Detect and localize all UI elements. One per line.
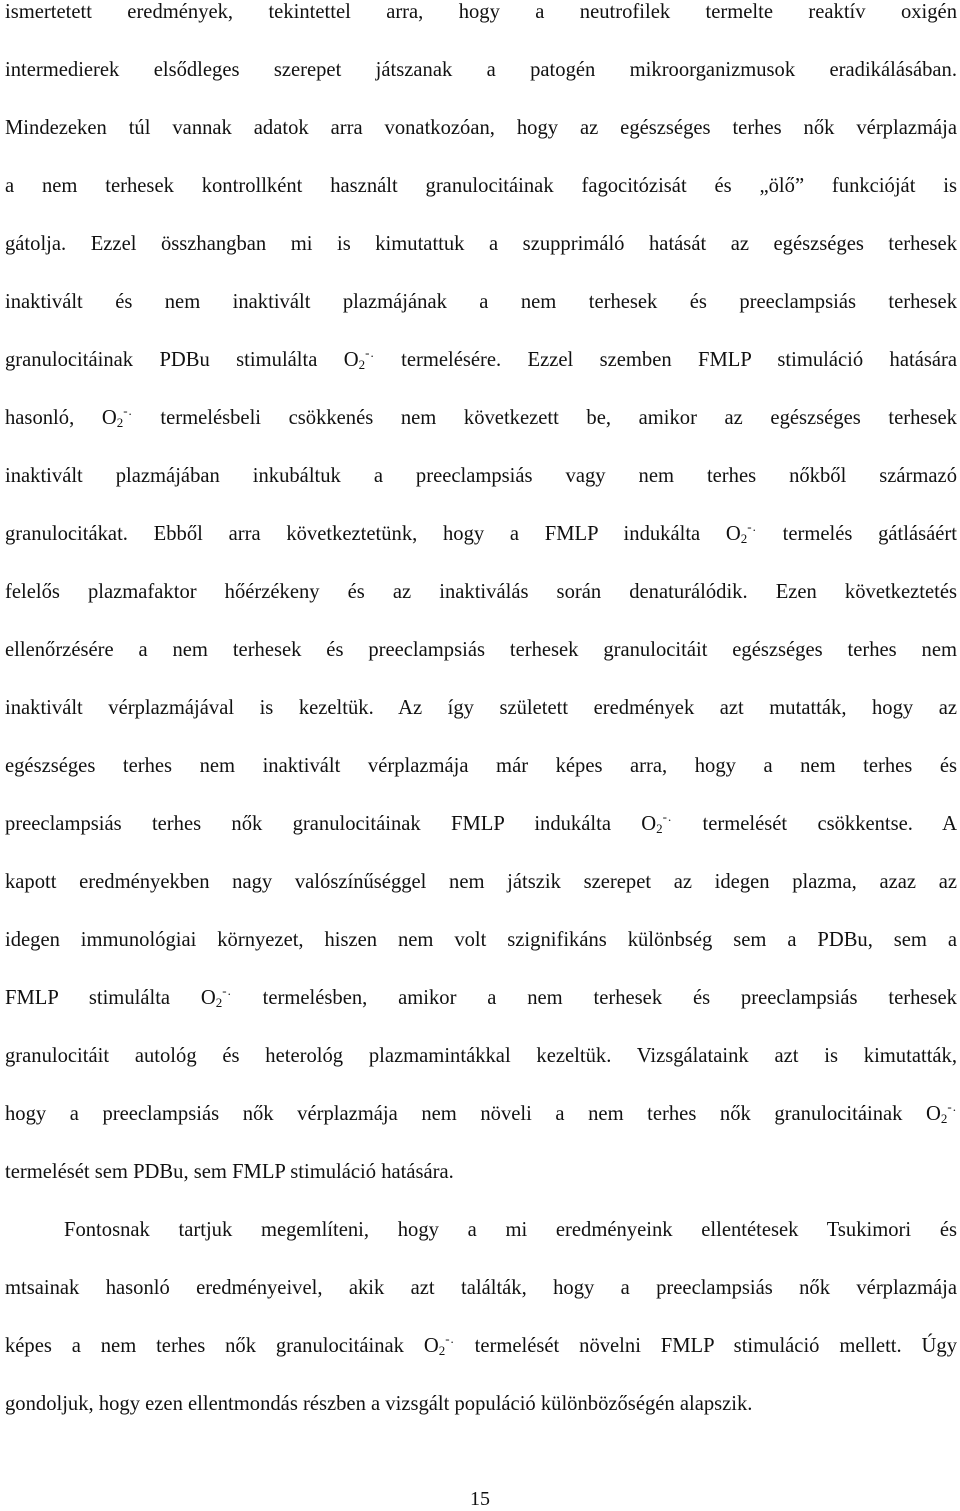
text-line [5,809,957,870]
text-segment: inaktivált vérplazmájával is kezeltük. Az így született eredmények azt mutatták, hogy az [5,697,957,719]
text-line [5,519,958,580]
text-segment: termelésben, amikor a nem terhesek és preeclampsiás terhesek [231,987,957,1009]
superoxide-formula [200,983,232,1010]
text-line [5,1218,957,1276]
text-line [5,116,957,174]
formula-symbol: O [200,987,216,1009]
text-line [5,174,957,232]
superoxide-formula [926,1099,957,1126]
superoxide-formula [641,809,673,836]
text-line [5,754,957,812]
text-segment: inaktivált plazmájában inkubáltuk a preeclampsiás vagy nem terhes nőkből származó [5,465,957,487]
text-segment: hasonló, [5,407,102,429]
text-segment: ismertetett eredmények, tekintettel arra, hogy a neutrofilek termelte reaktív oxigén [5,1,957,23]
text-segment: idegen immunológiai környezet, hiszen nem volt szignifikáns különbség sem a PDBu, sem a [5,929,957,951]
formula-subscript: 2 [740,531,748,546]
superoxide-formula [423,1331,455,1358]
text-line [5,580,957,638]
superoxide-formula [101,403,133,430]
text-line [5,983,957,1044]
text-segment: felelős plazmafaktor hőérzékeny és az inaktiválás során denaturálódik. Ezen következtetés [5,581,957,603]
text-segment: gátolja. Ezzel összhangban mi is kimutattuk a szupprimáló hatását az egészséges terhesek [5,233,957,255]
text-line [5,1331,957,1392]
formula-subscript: 2 [116,415,124,430]
formula-symbol: O [343,349,359,371]
formula-superscript: -. [445,1331,455,1346]
formula-symbol: O [641,813,657,835]
text-segment: intermedierek elsődleges szerepet játszanak a patogén mikroorganizmusok eradikálásában. [5,59,957,81]
text-line [5,0,957,58]
superoxide-formula [343,345,375,372]
text-line [5,464,957,522]
text-segment: képes a nem terhes nők granulocitáinak [5,1335,424,1357]
formula-superscript: -. [123,403,133,418]
formula-superscript: -. [365,345,375,360]
text-segment: termelését csökkentse. A [672,813,957,835]
text-line [5,1099,957,1160]
text-line [5,1392,957,1450]
text-segment: granulocitáit autológ és heterológ plazmamintákkal kezeltük. Vizsgálataink azt is kimutatták, [5,1045,957,1067]
text-line [5,345,957,406]
text-segment: inaktivált és nem inaktivált plazmájának a nem terhesek és preeclampsiás terhesek [5,291,957,313]
text-segment: termelésére. Ezzel szemben FMLP stimuláció hatására [374,349,957,371]
text-line [5,696,957,754]
text-segment: preeclampsiás terhes nők granulocitáinak FMLP indukálta [5,813,642,835]
text-line [5,1276,957,1334]
superoxide-formula [725,519,757,546]
text-segment: termelését növelni FMLP stimuláció mellett. Úgy [454,1335,957,1357]
text-segment: termelés gátlásáért [756,523,958,545]
text-line [5,1160,957,1218]
formula-subscript: 2 [656,821,663,836]
text-segment: Mindezeken túl vannak adatok arra vonatkozóan, hogy az egészséges terhes nők vérplazmája [5,117,957,139]
text-line [5,638,957,696]
text-segment: egészséges terhes nem inaktivált vérplazmája már képes arra, hogy a nem terhes és [5,755,957,777]
text-segment: ellenőrzésére a nem terhesek és preeclampsiás terhesek granulocitáit egészséges terhes nem [5,639,957,661]
text-line [5,870,957,928]
text-line [5,290,957,348]
text-segment: kapott eredményekben nagy valószínűséggel nem játszik szerepet az idegen plazma, azaz az [5,871,957,893]
text-segment: termelését sem PDBu, sem FMLP stimuláció hatására. [5,1161,454,1183]
text-segment: gondoljuk, hogy ezen ellentmondás részben a vizsgált populáció különbözőségén alapszik. [5,1393,753,1415]
text-line [5,1044,957,1102]
text-line [5,58,957,116]
text-segment: a nem terhesek kontrollként használt granulocitáinak fagocitózisát és „ölő” funkcióját is [5,175,957,197]
formula-superscript: -. [947,1099,957,1114]
body-paragraph [5,1218,957,1450]
text-segment: mtsainak hasonló eredményeivel, akik azt találták, hogy a preeclampsiás nők vérplazmája [5,1277,957,1299]
text-line [5,232,957,290]
formula-subscript: 2 [438,1343,446,1358]
text-line [5,928,957,986]
text-segment: hogy a preeclampsiás nők vérplazmája nem növeli a nem terhes nők granulocitáinak [5,1103,927,1125]
formula-symbol: O [725,523,741,545]
text-segment: termelésbeli csökkenés nem következett be, amikor az egészséges terhesek [132,407,957,429]
formula-subscript: 2 [215,995,223,1010]
formula-subscript: 2 [940,1111,948,1126]
text-segment: granulocitáinak PDBu stimulálta [5,349,344,371]
formula-superscript: -. [662,809,673,824]
formula-symbol: O [926,1103,941,1125]
formula-symbol: O [423,1335,439,1357]
formula-symbol: O [101,407,117,429]
text-segment: Fontosnak tartjuk megemlíteni, hogy a mi eredményeink ellentétesek Tsukimori és [64,1219,957,1241]
text-line [5,403,957,464]
body-paragraph [5,0,957,1218]
text-segment: granulocitákat. Ebből arra következtetünk, hogy a FMLP indukálta [5,523,726,545]
formula-superscript: -. [747,519,757,534]
page-number: 15 [470,1488,490,1510]
formula-subscript: 2 [358,357,366,372]
text-segment: FMLP stimulálta [5,987,201,1009]
formula-superscript: -. [222,983,232,998]
